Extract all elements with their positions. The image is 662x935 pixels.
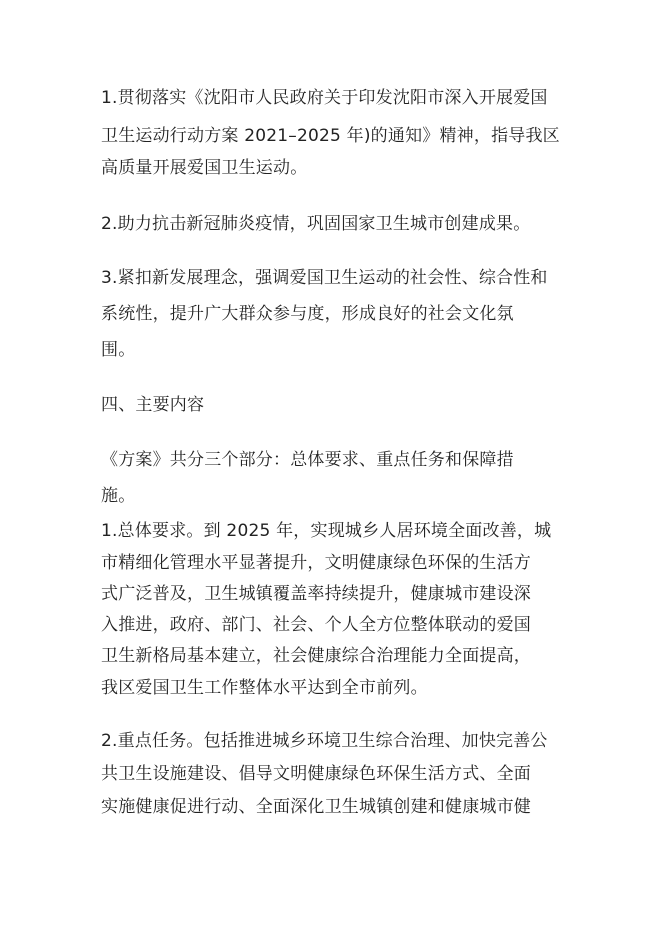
para5-line-1: 1.总体要求。到 2025 年，实现城乡人居环境全面改善，城 — [101, 521, 552, 541]
para2-line-1: 2.助力抗击新冠肺炎疫情，巩固国家卫生城市创建成果。 — [101, 214, 531, 234]
section-heading: 四、主要内容 — [101, 395, 205, 415]
para6-line-2: 共卫生设施建设、倡导文明健康绿色环保生活方式、全面 — [101, 764, 531, 784]
para4-line-1: 《方案》共分三个部分：总体要求、重点任务和保障措 — [101, 450, 514, 470]
para5-line-5: 卫生新格局基本建立，社会健康综合治理能力全面提高， — [101, 646, 531, 666]
para5-line-3: 式广泛普及，卫生城镇覆盖率持续提升，健康城市建设深 — [101, 584, 531, 604]
para5-line-2: 市精细化管理水平显著提升，文明健康绿色环保的生活方 — [101, 553, 531, 573]
para6-line-3: 实施健康促进行动、全面深化卫生城镇创建和健康城市健 — [101, 797, 531, 817]
para3-line-1: 3.紧扣新发展理念，强调爱国卫生运动的社会性、综合性和 — [101, 268, 548, 288]
para1-line-2: 卫生运动行动方案 2021–2025 年)的通知》精神，指导我区 — [101, 126, 560, 146]
para3-line-3: 围。 — [101, 340, 136, 360]
para5-line-6: 我区爱国卫生工作整体水平达到全市前列。 — [101, 678, 428, 698]
para1-line-1: 1.贯彻落实《沈阳市人民政府关于印发沈阳市深入开展爱国 — [101, 88, 548, 108]
para5-line-4: 入推进，政府、部门、社会、个人全方位整体联动的爱国 — [101, 615, 531, 635]
para4-line-2: 施。 — [101, 486, 136, 506]
para6-line-1: 2.重点任务。包括推进城乡环境卫生综合治理、加快完善公 — [101, 731, 548, 751]
para1-line-3: 高质量开展爱国卫生运动。 — [101, 158, 308, 178]
para3-line-2: 系统性，提升广大群众参与度，形成良好的社会文化氛 — [101, 304, 514, 324]
